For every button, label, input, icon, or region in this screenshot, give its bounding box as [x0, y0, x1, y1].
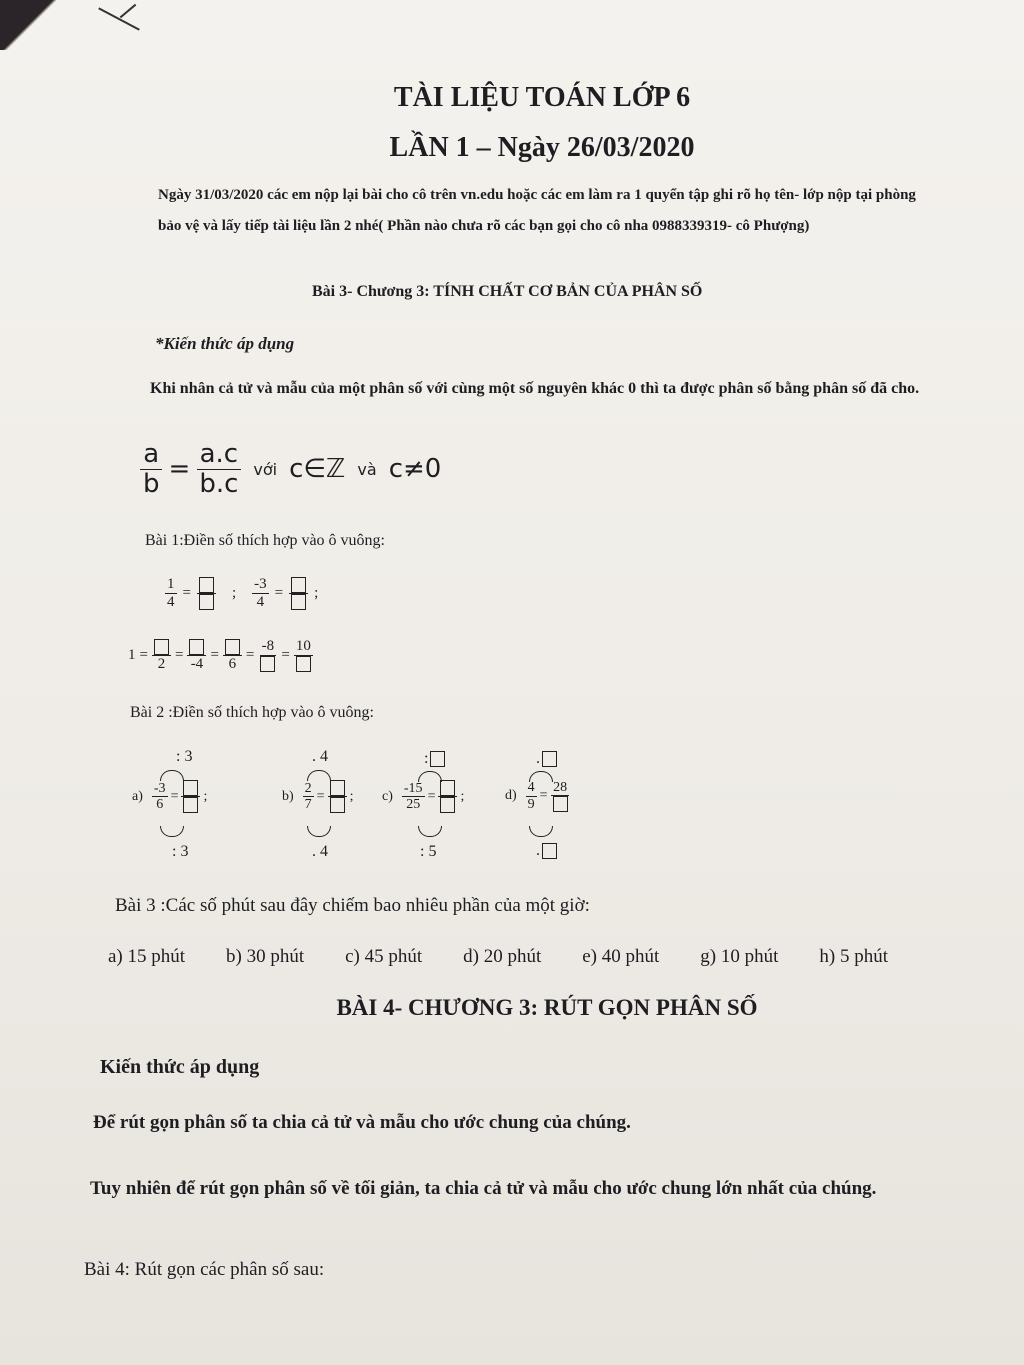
- answer-box[interactable]: [183, 780, 198, 796]
- ex2d-bottom-label: .: [536, 842, 557, 860]
- formula-rhs: $\frac{a.c}{b.c}$: [196, 440, 241, 498]
- ex2a: a) $\frac{-3}{6}$ = ;: [132, 780, 208, 812]
- lesson4-knowledge-label: Kiến thức áp dụng: [100, 1056, 260, 1078]
- page-title: TÀI LIỆU TOÁN LỚP 6: [393, 82, 691, 113]
- answer-box[interactable]: [440, 780, 455, 796]
- answer-box[interactable]: [296, 656, 311, 672]
- answer-box[interactable]: [199, 577, 214, 593]
- ex2c: c) $\frac{-15}{25}$ = ;: [382, 780, 465, 812]
- answer-box[interactable]: [199, 594, 214, 610]
- lesson3-knowledge-label: *Kiến thức áp dụng: [155, 334, 295, 353]
- pen-mark: [98, 7, 140, 30]
- desk-corner: [0, 0, 60, 50]
- exercise3-options: [108, 946, 888, 968]
- ex2c-bottom-label: : 5: [420, 843, 437, 860]
- exercise3-option: a) 15 phút: [108, 946, 186, 967]
- answer-box[interactable]: [542, 751, 557, 767]
- exercise3-option: c) 45 phút: [345, 946, 423, 967]
- exercise3-option: b) 30 phút: [226, 946, 305, 967]
- ex2b: b) $\frac{2}{7}$ = ;: [282, 780, 354, 812]
- answer-box[interactable]: [330, 797, 345, 813]
- ex2a-bottom-label: : 3: [172, 843, 189, 860]
- answer-box[interactable]: [553, 796, 568, 812]
- answer-box[interactable]: [183, 797, 198, 813]
- ex2d-top-label: .: [536, 750, 557, 768]
- submission-note: Ngày 31/03/2020 các em nộp lại bài cho cô trên vn.edu hoặc các em làm ra 1 quyển tập ghi rõ họ tên- lớp nộp tại phòng bảo vệ và lấy tiếp tài liệu lần 2 nhé( Phần nào chưa rõ các bạn gọi cho cô nha 0988339319- cô Phượng): [158, 187, 916, 234]
- ex2b-bottom-arrow: [307, 826, 331, 837]
- answer-box[interactable]: [440, 797, 455, 813]
- answer-box[interactable]: [225, 639, 240, 655]
- exercise3-option: d) 20 phút: [463, 946, 542, 967]
- exercise3-option: h) 5 phút: [819, 946, 888, 967]
- answer-box[interactable]: [542, 843, 557, 859]
- answer-box[interactable]: [291, 594, 306, 610]
- answer-box[interactable]: [291, 577, 306, 593]
- ex2c-top-label: :: [424, 750, 445, 768]
- answer-box[interactable]: [330, 780, 345, 796]
- ex2b-top-label: . 4: [312, 748, 328, 765]
- lesson3-rule: Khi nhân cả tử và mẫu của một phân số với cùng một số nguyên khác 0 thì ta được phân số bằng phân số đã cho.: [150, 380, 920, 397]
- lesson3-heading: Bài 3- Chương 3: TÍNH CHẤT CƠ BẢN CỦA PHÂN SỐ: [312, 283, 703, 300]
- formula-condition-1: c∈ℤ: [289, 454, 346, 485]
- ex2d: d) $\frac{4}{9}$ = 28: [505, 780, 568, 812]
- exercise1-label: Bài 1:Điền số thích hợp vào ô vuông:: [145, 532, 385, 549]
- lesson4-rule1: Để rút gọn phân số ta chia cả tử và mẫu cho ước chung của chúng.: [93, 1112, 631, 1133]
- ex2a-top-label: : 3: [176, 748, 193, 765]
- exercise3-option: g) 10 phút: [700, 946, 779, 967]
- ex2a-bottom-arrow: [160, 826, 184, 837]
- lesson4-rule2: Tuy nhiên để rút gọn phân số về tối giản, ta chia cả tử và mẫu cho ước chung lớn nhất của chúng.: [90, 1178, 877, 1199]
- lesson4-heading: BÀI 4- CHƯƠNG 3: RÚT GỌN PHÂN SỐ: [336, 995, 758, 1020]
- answer-box[interactable]: [260, 656, 275, 672]
- exercise2-label: Bài 2 :Điền số thích hợp vào ô vuông:: [130, 704, 374, 721]
- exercise1-row1: $\frac{1}{4}$ = ; $\frac{-3}{4}$ = ;: [167, 576, 319, 610]
- answer-box[interactable]: [189, 639, 204, 655]
- fraction-formula: $\frac{a}{b}$ = $\frac{a.c}{b.c}$ với c∈ℤ và c≠0: [140, 440, 441, 498]
- page-subtitle: LẦN 1 – Ngày 26/03/2020: [389, 132, 695, 163]
- exercise1-row2: 1 = 2 = -4 = 6 = -8 = 10: [128, 638, 311, 672]
- pen-mark: [120, 4, 137, 18]
- answer-box[interactable]: [154, 639, 169, 655]
- answer-box[interactable]: [430, 751, 445, 767]
- exercise3-label: Bài 3 :Các số phút sau đây chiếm bao nhiêu phần của một giờ:: [115, 895, 590, 916]
- formula-lhs: $\frac{a}{b}$: [140, 440, 163, 498]
- ex2c-bottom-arrow: [418, 826, 442, 837]
- ex2d-bottom-arrow: [529, 826, 553, 837]
- exercise4-label: Bài 4: Rút gọn các phân số sau:: [84, 1259, 325, 1280]
- formula-condition-2: c≠0: [388, 454, 442, 485]
- ex2b-bottom-label: . 4: [312, 843, 328, 860]
- exercise3-option: e) 40 phút: [582, 946, 660, 967]
